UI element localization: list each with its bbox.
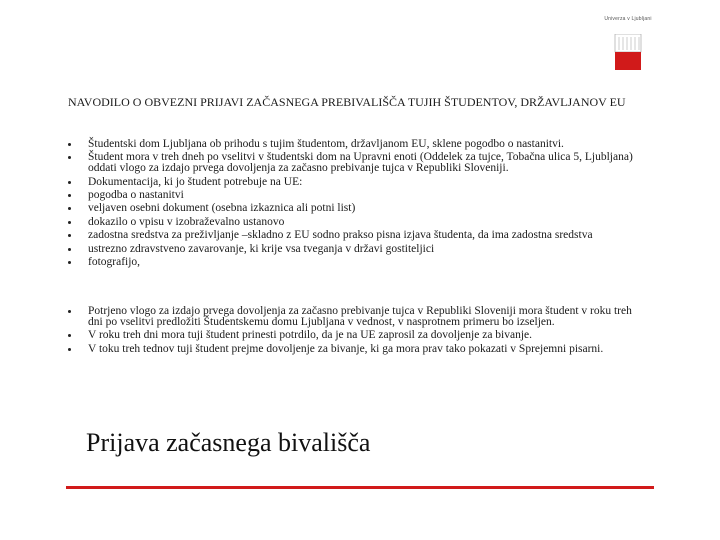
list-item <box>68 217 648 228</box>
university-emblem-icon <box>613 34 643 70</box>
list-item <box>68 203 648 214</box>
page-heading: NAVODILO O OBVEZNI PRIJAVI ZAČASNEGA PREBIVALIŠČA TUJIH ŠTUDENTOV, DRŽAVLJANOV EU <box>68 95 626 109</box>
bullet-icon <box>68 156 71 159</box>
list-item-text: V roku treh dni mora tuji študent prinesti potrdilo, da je na UE zaprosil za dovoljenje za bivanje. <box>88 329 533 342</box>
list-item <box>68 344 648 355</box>
requirements-list <box>68 139 648 270</box>
bullet-icon <box>68 143 71 146</box>
list-item <box>68 139 648 150</box>
list-item-text: ustrezno zdravstveno zavarovanje, ki krije vsa tveganja v državi gostiteljici <box>88 242 435 255</box>
list-item-text: Študent mora v treh dneh po vselitvi v študentski dom na Upravni enoti (Oddelek za tujce, Tobačna ulica 5, Ljubljana) oddati vlogo za izdajo prvega dovoljenja za začasno prebivanje tujca v Republiki Sloveniji. <box>88 151 633 175</box>
bullet-icon <box>68 261 71 264</box>
list-item <box>68 306 648 328</box>
bullet-icon <box>68 234 71 237</box>
list-item <box>68 230 648 241</box>
list-item <box>68 257 648 268</box>
bullet-icon <box>68 334 71 337</box>
list-item <box>68 244 648 255</box>
list-item <box>68 152 648 174</box>
list-item-text: V toku treh tednov tuji študent prejme dovoljenje za bivanje, ki ga mora prav tako pokazati v Sprejemni pisarni. <box>88 342 604 355</box>
list-item-text: fotografijo, <box>88 255 141 268</box>
list-item-text: Dokumentacija, ki jo študent potrebuje na UE: <box>88 175 303 188</box>
list-item-text: Potrjeno vlogo za izdajo prvega dovoljenja za začasno prebivanje tujca v Republiki Sloveniji mora študent v roku treh dni po vselitvi predložiti Študentskemu domu Ljubljana v vednost, v nasprotnem primeru bo izseljen. <box>88 305 632 328</box>
bullet-icon <box>68 181 71 184</box>
list-item <box>68 330 648 341</box>
procedure-list <box>68 306 648 357</box>
divider <box>66 486 654 489</box>
bullet-icon <box>68 207 71 210</box>
slide-title: Prijava začasnega bivališča <box>86 428 371 457</box>
list-item-text: zadostna sredstva za preživljanje –skladno z EU sodno prakso pisna izjava študenta, da ima zadostna sredstva <box>88 229 593 242</box>
list-item-text: Študentski dom Ljubljana ob prihodu s tujim študentom, državljanom EU, sklene pogodbo o nastanitvi. <box>88 138 564 150</box>
bullet-icon <box>68 310 71 313</box>
bullet-icon <box>68 221 71 224</box>
list-item <box>68 177 648 188</box>
list-item <box>68 190 648 201</box>
university-logo <box>598 16 658 22</box>
list-item-text: veljaven osebni dokument (osebna izkaznica ali potni list) <box>88 202 356 215</box>
logo-text: Univerza v Ljubljani <box>604 16 652 22</box>
bullet-icon <box>68 194 71 197</box>
list-item-text: pogodba o nastanitvi <box>88 188 184 201</box>
bullet-icon <box>68 348 71 351</box>
list-item-text: dokazilo o vpisu v izobraževalno ustanovo <box>88 215 285 228</box>
bullet-icon <box>68 248 71 251</box>
